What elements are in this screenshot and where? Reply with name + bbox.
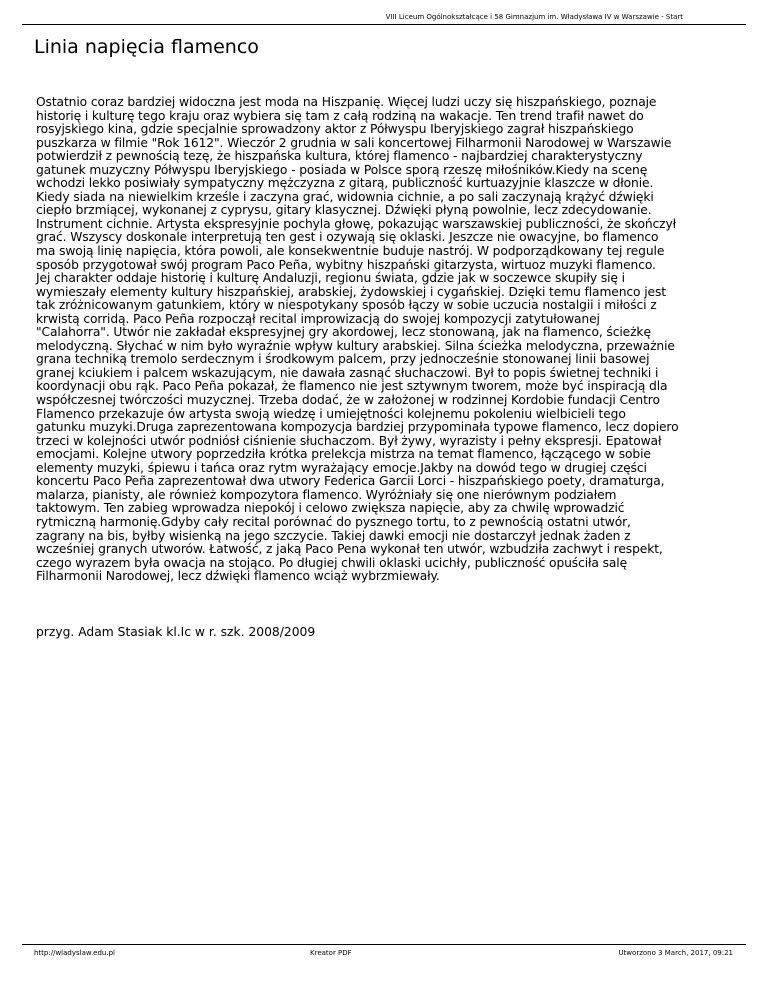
footer-created-date: Utworzono 3 March, 2017, 09:21 xyxy=(618,949,733,957)
page-header: VIII Liceum Ogólnokształcące i 58 Gimnazjum im. Władysława IV w Warszawie - Start xyxy=(385,13,683,21)
footer-divider xyxy=(22,944,746,945)
article-body: Ostatnio coraz bardziej widoczna jest moda na Hiszpanię. Więcej ludzi uczy się hiszpańskiego, poznaje historię i kulturę tego kraju oraz wybiera się tam z całą rodziną na wakacje. Ten trend trafił nawet do rosyjskiego kina, gdzie specjalnie sprowadzony aktor z Półwyspu Iberyjskiego zagrał hiszpańskiego puszkarza w filmie "Rok 1612". Wieczór 2 grudnia w sali koncertowej Filharmonii Narodowej w Warszawie potwierdził z pewnością tezę, że hiszpańska kultura, której flamenco - najbardziej charakterystyczny gatunek muzyczny Półwyspu Iberyjskiego - posiada w Polsce sporą rzeszę miłośników.Kiedy na scenę wchodzi lekko posiwiały sympatyczny mężczyzna z gitarą, publiczność kurtuazyjnie klaszcze w dłonie. Kiedy siada na niewielkim krześle i zaczyna grać, widownia cichnie, a po sali zaczynają krążyć dźwięki ciepło brzmiącej, wykonanej z cyprysu, gitary klasycznej. Dźwięki płyną powolnie, lecz zdecydowanie. Instrument cichnie. Artysta ekspresyjnie pochyla głowę, pokazując warszawskiej publiczności, że skończył grać. Wszyscy doskonale interpretują ten gest i ozywają się oklaski. Jeszcze nie owacyjne, bo flamenco ma swoją linię napięcia, która powoli, ale konsekwentnie buduje nastrój. W podporządkowany tej regule sposób przygotował swój program Paco Peña, wybitny hiszpański gitarzysta, wirtuoz muzyki flamenco. Jej charakter oddaje historię i kulturę Andaluzji, regionu świata, gdzie jak w soczewce skupiły się i wymieszały elementy kultury hiszpańskiej, arabskiej, żydowskiej i cygańskiej. Dzięki temu flamenco jest tak zróżnicowanym gatunkiem, który w niespotykany sposób łączy w sobie uczucia nostalgii i miłości z krwistą corridą. Paco Peña rozpoczął recital improwizacją do swojej kompozycji zatytułowanej "Calahorra". Utwór nie zakładał ekspresyjnej gry akordowej, lecz stonowaną, jak na flamenco, ścieżkę melodyczną. Słychać w nim było wyraźnie wpływ kultury arabskiej. Silna ścieżka melodyczna, przeważnie grana techniką tremolo serdecznym i środkowym palcem, przy jednocześnie stonowanej linii basowej granej kciukiem i palcem wskazującym, nie dawała zasnąć słuchaczowi. Był to popis świetnej techniki i koordynacji obu rąk. Paco Peña pokazał, że flamenco nie jest sztywnym tworem, może być inspiracją dla współczesnej twórczości muzycznej. Trzeba dodać, że w założonej w rodzinnej Kordobie fundacji Centro Flamenco przekazuje ów artysta swoją wiedzę i umiejętności kolejnemu pokoleniu wielbicieli tego gatunku muzyki.Druga zaprezentowana kompozycja bardziej przypominała typowe flamenco, lecz dopiero trzeci w kolejności utwór podniósł ciśnienie słuchaczom. Był żywy, wyrazisty i pełny ekspresji. Epatował emocjami. Kolejne utwory poprzedziła krótka prelekcja mistrza na temat flamenco, łączącego w sobie elementy muzyki, śpiewu i tańca oraz rytm wyrażający emocje.Jakby na dowód tego w drugiej części koncertu Paco Peña zaprezentował dwa utwory Federica Garcii Lorci - hiszpańskiego poety, dramaturga, malarza, pianisty, ale również kompozytora flamenco. Wyróżniały się one nierównym podziałem taktowym. Ten zabieg wprowadza niepokój i celowo zwiększa napięcie, aby za chwilę wprowadzić rytmiczną harmonię.Gdyby cały recital porównać do pysznego tortu, to z pewnością ostatni utwór, zagrany na bis, byłby wisienką na jego szczycie. Takiej dawki emocji nie dostarczył jednak żaden z wcześniej granych utworów. Łatwość, z jaką Paco Pena wykonał ten utwór, wzbudziła zachwyt i respekt, czego wyrazem była owacja na stojąco. Po długiej chwili oklaski ucichły, publiczność opuściła salę Filharmonii Narodowej, lecz dźwięki flamenco wciąż wybrzmiewały. xyxy=(36,95,679,584)
page-footer xyxy=(34,947,733,959)
article-signature: przyg. Adam Stasiak kl.Ic w r. szk. 2008/2009 xyxy=(36,625,316,639)
article-title: Linia napięcia flamenco xyxy=(34,36,259,58)
footer-url: http://wladyslaw.edu.pl xyxy=(34,949,115,957)
header-divider xyxy=(22,24,746,25)
footer-generator: Kreator PDF xyxy=(310,949,352,957)
